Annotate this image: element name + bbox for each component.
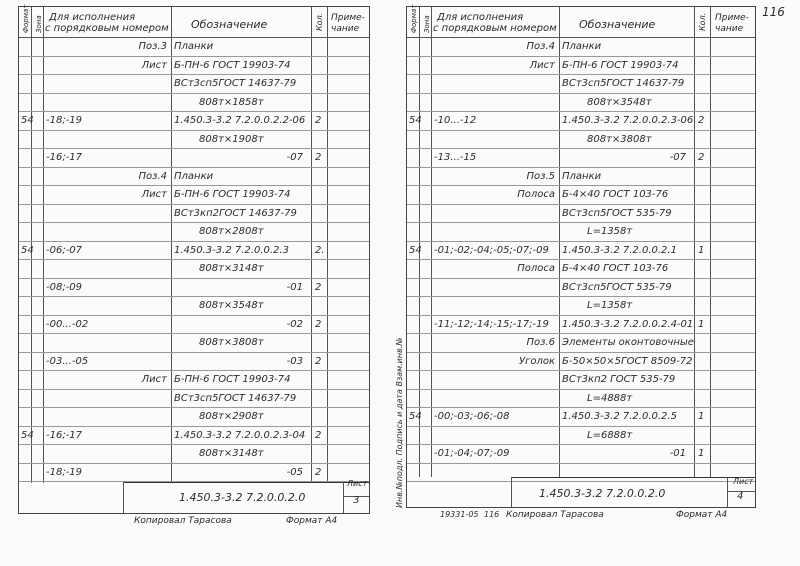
row-designation: 808т×3548т (587, 96, 652, 108)
row-description: -03...-05 (46, 355, 89, 367)
right-row-line (407, 222, 755, 223)
row-description: Лист (141, 374, 167, 385)
row-quantity: 1 (698, 244, 705, 256)
left-row-line (19, 389, 369, 390)
row-designation: 808т×3148т (199, 263, 264, 274)
row-designation: ВСт3сп5ГОСТ 535-79 (562, 207, 672, 219)
left-row-line (19, 370, 369, 371)
row-description: Поз.3 (138, 41, 167, 52)
left-row-line (19, 241, 369, 242)
row-quantity: 1 (698, 318, 705, 330)
left-row-line (19, 463, 369, 464)
row-designation: 808т×2808т (199, 226, 264, 237)
row-designation: -01 (669, 448, 686, 459)
row-format: 54 (409, 411, 422, 422)
right-row-line (407, 259, 755, 260)
row-description: -01;-04;-07;-09 (434, 448, 510, 459)
left-row-line (19, 56, 369, 57)
row-description: -06;-07 (46, 244, 83, 256)
left-title-block-line (123, 482, 369, 483)
row-designation: Планки (174, 170, 214, 182)
row-designation: Планки (174, 41, 214, 52)
row-designation: 808т×3808т (199, 337, 264, 348)
row-description: Уголок (518, 355, 555, 367)
row-designation: 1.450.3-3.2 7.2.0.0.2.2-06 (174, 115, 306, 126)
row-designation: 808т×3548т (199, 300, 264, 311)
right-row-line (407, 74, 755, 75)
left-col-line (171, 7, 172, 483)
left-row-line (19, 259, 369, 260)
left-header-desc-2: с порядковым номером (45, 23, 169, 34)
left-row-line (19, 111, 369, 112)
row-quantity: 2 (698, 152, 705, 163)
row-designation: L=6888т (587, 429, 633, 441)
row-designation: Планки (562, 41, 602, 52)
row-designation: ВСт3сп5ГОСТ 14637-79 (174, 78, 297, 89)
row-designation: Планки (562, 170, 602, 182)
row-designation: Б-50×50×5ГОСТ 8509-72 (562, 355, 693, 367)
left-row-line (19, 167, 369, 168)
row-quantity: 2 (315, 318, 322, 330)
row-designation: -07 (286, 152, 303, 163)
right-sheet (406, 6, 756, 508)
row-quantity: 2 (315, 281, 322, 293)
right-row-line (407, 241, 755, 242)
row-designation: -07 (669, 152, 686, 163)
row-quantity: 2 (315, 466, 322, 478)
row-designation: Б-ПН-6 ГОСТ 19903-74 (562, 59, 679, 71)
right-row-line (407, 333, 755, 334)
right-header-format: Формат (410, 4, 418, 33)
row-designation: ВСт3сп5ГОСТ 535-79 (562, 281, 672, 293)
left-row-line (19, 426, 369, 427)
right-row-line (407, 56, 755, 57)
row-designation: 1.450.3-3.2 7.2.0.0.2.4-01 (562, 318, 694, 330)
left-row-line (19, 444, 369, 445)
right-copied-by: Копировал Тарасова (506, 510, 604, 520)
row-description: Поз.5 (526, 170, 555, 182)
right-row-line (407, 130, 755, 131)
right-row-line (407, 481, 755, 482)
row-designation: ВСт3сп5ГОСТ 14637-79 (174, 392, 297, 404)
right-header-desc-2: с порядковым номером (433, 23, 557, 34)
row-description: -01;-02;-04;-05;-07;-09 (434, 244, 549, 256)
left-table (19, 4, 369, 513)
right-row-line (407, 278, 755, 279)
row-designation: 808т×2908т (199, 411, 264, 422)
row-description: -18;-19 (46, 466, 83, 478)
row-description: -00...-02 (46, 318, 89, 330)
row-designation: 808т×1858т (199, 96, 264, 108)
right-side-stamp: Инв.№подл. Подпись и дата Взам.инв.№ (395, 337, 404, 508)
right-order-suffix: 116 (484, 510, 500, 519)
right-sheet-number: 4 (737, 491, 744, 502)
row-quantity: 2 (698, 115, 705, 126)
left-row-line (19, 222, 369, 223)
row-designation: -03 (286, 355, 303, 367)
left-row-line (19, 130, 369, 131)
right-header-designation: Обозначение (579, 18, 656, 31)
left-header-qty: Кол. (315, 12, 324, 31)
right-title-block-line (511, 477, 755, 478)
row-description: Поз.6 (526, 337, 555, 348)
row-description: Лист (141, 189, 167, 200)
row-description: -16;-17 (46, 429, 83, 441)
row-designation: L=4888т (587, 392, 633, 404)
row-description: Лист (141, 59, 167, 71)
row-description: -13...-15 (434, 152, 477, 163)
row-designation: Б-ПН-6 ГОСТ 19903-74 (174, 59, 291, 71)
row-designation: 1.450.3-3.2 7.2.0.0.2.5 (562, 411, 677, 422)
left-row-line (19, 185, 369, 186)
row-format: 54 (21, 429, 34, 441)
row-quantity: 2 (315, 152, 322, 163)
left-row-line (19, 278, 369, 279)
row-description: -18;-19 (46, 115, 83, 126)
right-sheet-cell-divider (727, 477, 728, 507)
row-format: 54 (409, 244, 422, 256)
row-designation: L=1358т (587, 300, 633, 311)
left-header-desc-1: Для исполнения (49, 12, 136, 23)
left-row-line (19, 407, 369, 408)
right-row-line (407, 185, 755, 186)
row-format: 54 (409, 115, 422, 126)
left-col-line (43, 7, 44, 483)
row-description: -10...-12 (434, 115, 477, 126)
row-quantity: 1 (698, 448, 705, 459)
right-row-line (407, 111, 755, 112)
right-table (407, 4, 755, 507)
row-designation: L=1358т (587, 226, 633, 237)
left-row-line (19, 352, 369, 353)
left-sheet (18, 6, 370, 514)
row-designation: Б-4×40 ГОСТ 103-76 (562, 263, 669, 274)
right-row-line (407, 407, 755, 408)
row-designation: 1.450.3-3.2 7.2.0.0.2.3-04 (174, 429, 306, 441)
left-doc-code: 1.450.3-3.2 7.2.0.0.2.0 (179, 491, 306, 504)
row-format: 54 (21, 244, 34, 256)
row-designation: Б-4×40 ГОСТ 103-76 (562, 189, 669, 200)
row-quantity: 2 (315, 429, 322, 441)
right-row-line (407, 93, 755, 94)
row-designation: -02 (286, 318, 303, 330)
left-row-line (19, 74, 369, 75)
row-description: Поз.4 (138, 170, 167, 182)
left-col-line (311, 7, 312, 483)
right-header-note-1: Приме- (715, 13, 749, 23)
left-row-line (19, 148, 369, 149)
row-designation: 1.450.3-3.2 7.2.0.0.2.3-06 (562, 115, 694, 126)
row-designation: ВСт3кп2 ГОСТ 535-79 (562, 374, 676, 385)
right-row-line (407, 352, 755, 353)
right-row-line (407, 426, 755, 427)
left-sheet-cell-divider (343, 482, 344, 513)
row-designation: Б-ПН-6 ГОСТ 19903-74 (174, 374, 291, 385)
left-title-block-divider (123, 482, 124, 513)
right-doc-code: 1.450.3-3.2 7.2.0.0.2.0 (539, 487, 666, 500)
right-header-qty: Кол. (698, 12, 707, 31)
left-row-line (19, 296, 369, 297)
right-row-line (407, 204, 755, 205)
right-row-line (407, 148, 755, 149)
left-row-line (19, 315, 369, 316)
left-header-note-1: Приме- (331, 13, 365, 23)
row-designation: Элементы оконтовочные (562, 337, 694, 348)
left-header-line (19, 37, 369, 38)
row-description: -00;-03;-06;-08 (434, 411, 510, 422)
row-designation: -01 (286, 281, 303, 293)
row-description: -08;-09 (46, 281, 83, 293)
left-row-line (19, 204, 369, 205)
right-format: Формат А4 (676, 510, 728, 520)
right-row-line (407, 389, 755, 390)
left-header-format: Формат (22, 4, 30, 33)
right-row-line (407, 167, 755, 168)
right-header-desc-1: Для исполнения (437, 12, 524, 23)
right-order-number: 19331-05 (440, 510, 479, 519)
right-header-zone: Зона (423, 15, 431, 33)
row-quantity: 1 (698, 411, 705, 422)
row-designation: -05 (286, 466, 303, 478)
left-header-zone: Зона (35, 15, 43, 33)
row-quantity: 2 (315, 115, 322, 126)
row-description: Поз.4 (526, 41, 555, 52)
row-designation: 808т×3148т (199, 448, 264, 459)
left-header-note-2: чание (331, 24, 360, 34)
left-format: Формат А4 (286, 516, 338, 526)
row-designation: 808т×1908т (199, 133, 264, 145)
right-page-mark: 116 (762, 5, 785, 19)
right-title-block-divider (511, 477, 512, 507)
left-header-designation: Обозначение (191, 18, 268, 31)
right-sheet-label: Лист (733, 477, 754, 486)
right-row-line (407, 370, 755, 371)
row-designation: 808т×3808т (587, 133, 652, 145)
row-designation: ВСт3сп5ГОСТ 14637-79 (562, 78, 685, 89)
row-quantity: 2 (315, 355, 322, 367)
left-copied-by: Копировал Тарасова (134, 516, 232, 526)
row-description: -11;-12;-14;-15;-17;-19 (434, 318, 549, 330)
right-row-line (407, 463, 755, 464)
row-quantity: 2. (315, 244, 325, 256)
right-header-line (407, 37, 755, 38)
left-row-line (19, 333, 369, 334)
left-sheet-number: 3 (353, 495, 360, 506)
row-designation: 1.450.3-3.2 7.2.0.0.2.1 (562, 244, 677, 256)
row-description: -16;-17 (46, 152, 83, 163)
left-sheet-label: Лист (347, 479, 368, 488)
row-format: 54 (21, 115, 34, 126)
row-designation: Б-ПН-6 ГОСТ 19903-74 (174, 189, 291, 200)
right-row-line (407, 296, 755, 297)
row-description: Полоса (517, 263, 555, 274)
right-header-note-2: чание (715, 24, 744, 34)
left-row-line (19, 93, 369, 94)
row-description: Лист (529, 59, 555, 71)
left-col-line (327, 7, 328, 483)
right-row-line (407, 444, 755, 445)
right-row-line (407, 315, 755, 316)
row-description: Полоса (517, 189, 555, 200)
row-designation: ВСт3кп2ГОСТ 14637-79 (174, 207, 297, 219)
row-designation: 1.450.3-3.2 7.2.0.0.2.3 (174, 244, 289, 256)
